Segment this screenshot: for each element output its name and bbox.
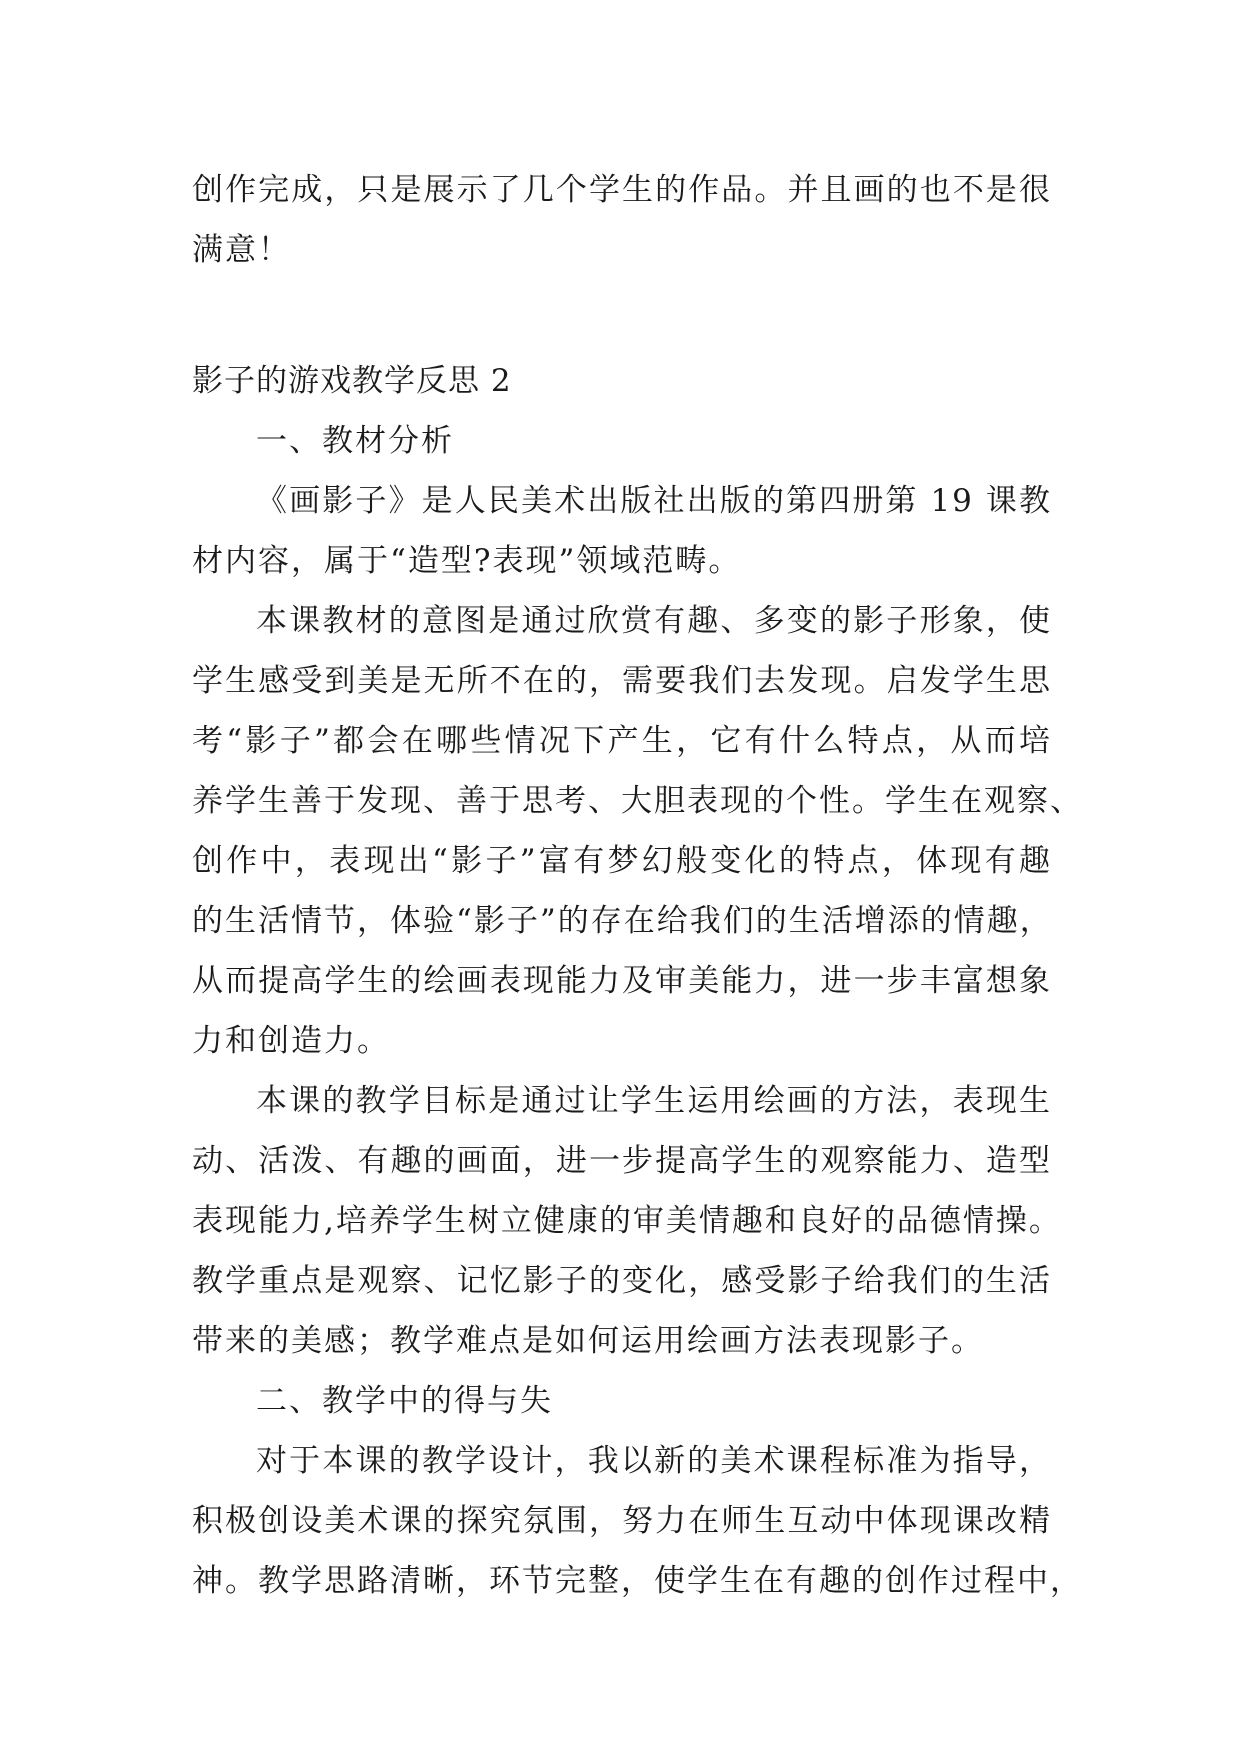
document-page — [192, 160, 1083, 1611]
heading-gains-and-losses: 二、教学中的得与失 — [256, 1383, 553, 1419]
text-line: 的生活情节，体验“影子”的存在给我们的生活增添的情趣， — [192, 903, 1053, 939]
text-line: 教学重点是观察、记忆影子的变化，感受影子给我们的生活 — [192, 1263, 1052, 1299]
text-line: 动、活泼、有趣的画面，进一步提高学生的观察能力、造型 — [192, 1143, 1052, 1179]
text-line: 带来的美感；教学难点是如何运用绘画方法表现影子。 — [192, 1323, 984, 1359]
text-line: 从而提高学生的绘画表现能力及审美能力，进一步丰富想象 — [192, 963, 1052, 999]
paragraph-teaching-design — [192, 1431, 1083, 1611]
paragraph-teaching-goals — [192, 1071, 1062, 1371]
text-line: 表现能力,培养学生树立健康的审美情趣和良好的品德情操。 — [192, 1203, 1062, 1239]
text-line: 材内容，属于“造型?表现”领域范畴。 — [192, 543, 742, 579]
paragraph-textbook-intent — [192, 591, 1083, 1071]
section-title: 影子的游戏教学反思 2 — [192, 363, 512, 399]
heading-teaching-material-analysis: 一、教材分析 — [256, 423, 454, 459]
continuation-paragraph — [192, 160, 1052, 280]
text-line: 考“影子”都会在哪些情况下产生，它有什么特点，从而培 — [192, 723, 1052, 759]
text-line: 《画影子》是人民美术出版社出版的第四册第 19 课教 — [256, 483, 1052, 519]
text-line: 创作完成，只是展示了几个学生的作品。并且画的也不是很 — [192, 172, 1052, 208]
text-line: 积极创设美术课的探究氛围，努力在师生互动中体现课改精 — [192, 1503, 1052, 1539]
text-line: 本课的教学目标是通过让学生运用绘画的方法，表现生 — [256, 1083, 1052, 1119]
text-line: 养学生善于发现、善于思考、大胆表现的个性。学生在观察、 — [192, 783, 1083, 819]
text-line: 创作中，表现出“影子”富有梦幻般变化的特点，体现有趣 — [192, 843, 1052, 879]
text-line: 神。教学思路清晰，环节完整，使学生在有趣的创作过程中， — [192, 1563, 1083, 1599]
text-line: 力和创造力。 — [192, 1023, 390, 1059]
text-line: 满意！ — [192, 232, 291, 268]
paragraph-textbook-info — [192, 471, 1052, 591]
text-line: 学生感受到美是无所不在的，需要我们去发现。启发学生思 — [192, 663, 1052, 699]
text-line: 对于本课的教学设计，我以新的美术课程标准为指导， — [256, 1443, 1052, 1479]
text-line: 本课教材的意图是通过欣赏有趣、多变的影子形象，使 — [256, 603, 1052, 639]
section-gap — [192, 280, 1052, 351]
